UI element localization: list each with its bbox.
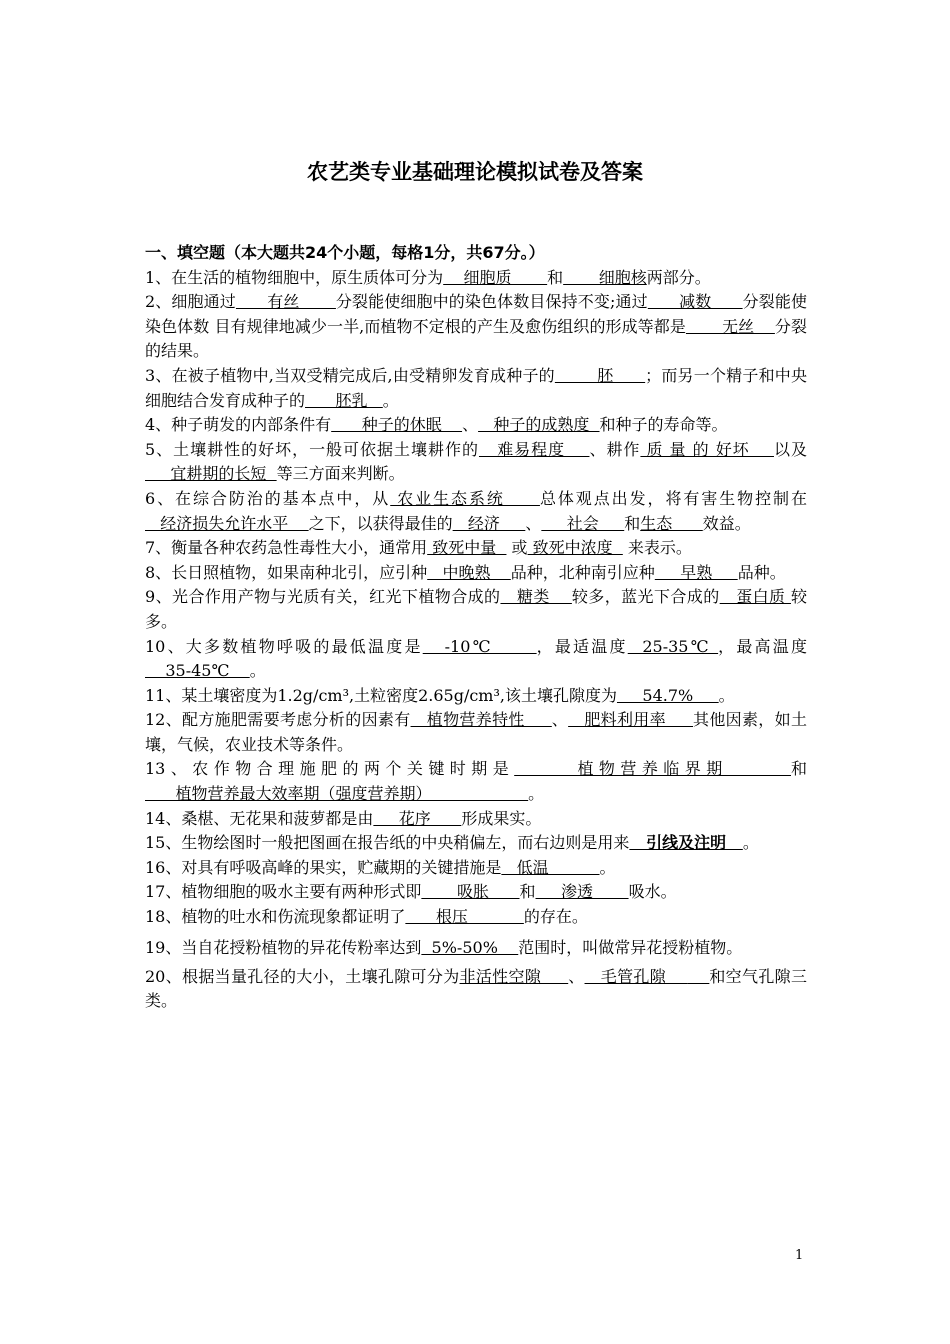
- question-text: 来表示。: [622, 538, 692, 558]
- question-text: 其他因素，如土壤，气候，农业技术等条件。: [145, 710, 807, 754]
- question-item: [145, 635, 807, 684]
- question-text: 两部分。: [646, 267, 711, 287]
- question-text: 。: [742, 833, 759, 853]
- question-item: [145, 831, 807, 856]
- question-item: [145, 930, 807, 965]
- answer-blank: 植物营养临界期: [514, 759, 791, 779]
- answer-blank: 糖类: [500, 587, 572, 607]
- question-list: [145, 266, 807, 1014]
- question-text: 9、光合作用产物与光质有关，红光下植物合成的: [145, 587, 501, 607]
- question-text: 11、某土壤密度为1.2g/cm³,土粒密度2.65g/cm³,该土壤孔隙度为: [145, 685, 617, 705]
- answer-blank: 农业生态系统: [390, 488, 540, 508]
- question-text: 5、土壤耕性的好坏，一般可依据土壤耕作的: [145, 439, 479, 459]
- answer-blank: 根压: [405, 907, 524, 927]
- answer-blank: 种子的成熟度: [478, 415, 600, 435]
- question-text: 12、配方施肥需要考虑分析的因素有: [145, 710, 411, 730]
- question-item: [145, 290, 807, 364]
- question-text: 吸水。: [628, 882, 677, 902]
- question-text: 15、生物绘图时一般把图画在报告纸的中央稍偏左，而右边则是用来: [145, 833, 630, 853]
- answer-blank: 胚: [554, 365, 646, 385]
- question-item: [145, 856, 807, 881]
- question-item: [145, 438, 807, 487]
- page-number: 1: [795, 1248, 804, 1263]
- answer-blank: -10℃: [422, 636, 537, 656]
- question-text: 13、农作物合理施肥的两个关键时期是: [145, 759, 515, 779]
- question-text: 品种。: [737, 562, 786, 582]
- question-item: [145, 880, 807, 905]
- answer-blank: 非活性空隙: [459, 966, 569, 986]
- answer-blank: 25-35℃: [627, 636, 719, 656]
- answer-blank: 细胞核: [563, 267, 647, 287]
- question-text: 和: [547, 267, 564, 287]
- question-text: 分裂的结果。: [145, 316, 807, 361]
- question-text: 分裂能使细胞中的染色体数目保持不变;通过: [335, 292, 648, 312]
- question-item: [145, 708, 807, 757]
- question-text: 1、在生活的植物细胞中，原生质体可分为: [145, 267, 444, 287]
- answer-blank: 难易程度: [478, 439, 590, 459]
- question-text: 。: [528, 784, 545, 804]
- answer-blank: 肥料利用率: [568, 710, 694, 730]
- answer-blank: 种子的休眠: [331, 415, 463, 435]
- question-item: [145, 487, 807, 536]
- answer-blank: 细胞质: [443, 267, 548, 287]
- question-text: 分裂能使染色体数 目有规律地减少一半,而植物不定根的产生及愈伤组织的形成等都是: [145, 292, 807, 336]
- question-text: ，最适温度: [536, 636, 628, 656]
- answer-blank: 社会: [541, 513, 625, 533]
- question-text: ；而另一个精子和中央细胞结合发育成种子的: [145, 365, 807, 410]
- answer-blank: 花序: [373, 808, 462, 828]
- question-text: 4、种子萌发的内部条件有: [145, 415, 332, 435]
- question-text: 6、在综合防治的基本点中，从: [145, 488, 391, 508]
- answer-blank: 早熟: [654, 562, 738, 582]
- question-text: 8、长日照植物，如果南种北引，应引种: [145, 562, 428, 582]
- question-text: 总体观点出发，将有害生物控制在: [539, 488, 807, 508]
- question-text: 和: [519, 882, 536, 902]
- answer-blank: 毛管孔隙: [584, 966, 688, 986]
- question-text: 3、在被子植物中,当双受精完成后,由受精卵发育成种子的: [145, 365, 555, 385]
- question-text: ，最高温度: [718, 636, 807, 656]
- question-text: 和空气孔隙三类。: [145, 966, 807, 1011]
- answer-blank: 低温: [501, 857, 600, 877]
- question-text: 的存在。: [523, 907, 588, 927]
- answer-blank: 胚乳: [305, 390, 383, 410]
- question-text: 19、当自花授粉植物的异花传粉率达到: [145, 937, 422, 957]
- question-text: 较多，蓝光下合成的: [571, 587, 720, 607]
- question-item: [145, 536, 807, 561]
- answer-blank: 引线及注明: [629, 833, 743, 853]
- question-item: [145, 757, 807, 806]
- question-text: 等三方面来判断。: [276, 464, 405, 484]
- question-item: [145, 364, 807, 413]
- answer-blank: 35-45℃: [145, 661, 250, 681]
- question-text: 20、根据当量孔径的大小，土壤孔隙可分为: [145, 966, 460, 986]
- answer-blank: 减数: [647, 292, 743, 312]
- question-item: [145, 266, 807, 291]
- answer-blank: 吸胀: [421, 882, 520, 902]
- section-heading: 一、填空题（本大题共24个小题，每格1分，共67分。）: [145, 243, 545, 262]
- answer-blank: 致死中量: [427, 538, 507, 558]
- answer-blank: 中晚熟: [427, 562, 511, 582]
- question-text: 17、植物细胞的吸水主要有两种形式即: [145, 882, 422, 902]
- answer-blank: 植物营养特性: [410, 710, 552, 730]
- question-text: 18、植物的吐水和伤流现象都证明了: [145, 907, 406, 927]
- question-text: 16、对具有呼吸高峰的果实，贮藏期的关键措施是: [145, 857, 502, 877]
- question-text: 和: [624, 513, 641, 533]
- answer-blank: 54.7%: [616, 685, 719, 705]
- answer-blank: 渗透: [535, 882, 629, 902]
- question-text: 和种子的寿命等。: [599, 415, 728, 435]
- question-text: 、: [568, 966, 585, 986]
- answer-blank: 无丝: [685, 316, 775, 336]
- question-item: [145, 905, 807, 930]
- question-text: 、: [551, 710, 569, 730]
- question-item: [145, 684, 807, 709]
- question-text: 效益。: [702, 513, 751, 533]
- question-text: 。: [599, 857, 616, 877]
- question-text: 品种，北种南引应种: [510, 562, 655, 582]
- answer-blank: 宜耕期的长短: [145, 464, 277, 484]
- question-text: 10、大多数植物呼吸的最低温度是: [145, 636, 423, 656]
- question-text: 。: [382, 390, 399, 410]
- question-text: 2、细胞通过: [145, 292, 236, 312]
- question-text: 、: [462, 415, 479, 435]
- answer-blank: 蛋白质: [719, 587, 791, 607]
- question-text: 。: [718, 685, 735, 705]
- question-text: 、耕作: [589, 439, 641, 459]
- question-text: 和: [790, 759, 807, 779]
- question-text: 范围时，叫做常异花授粉植物。: [518, 937, 743, 957]
- question-item: [145, 561, 807, 586]
- answer-blank: 经济: [452, 513, 526, 533]
- question-text: 以及: [773, 439, 807, 459]
- answer-blank: 经济损失允许水平: [145, 513, 309, 533]
- question-text: 。: [249, 661, 266, 681]
- answer-blank: [688, 967, 710, 986]
- question-text: 14、桑椹、无花果和菠萝都是由: [145, 808, 374, 828]
- question-item: [145, 807, 807, 832]
- question-text: 或: [506, 538, 528, 558]
- answer-blank: 有丝: [235, 292, 336, 312]
- answer-blank: 植物营养最大效率期（强度营养期）: [145, 784, 529, 804]
- question-item: [145, 585, 807, 634]
- answer-blank: 质 量 的 好坏: [640, 439, 774, 459]
- document-body: [145, 241, 807, 1014]
- answer-blank: 生态: [640, 513, 703, 533]
- question-text: 之下，以获得最佳的: [308, 513, 453, 533]
- question-text: 形成果实。: [461, 808, 542, 828]
- question-item: [145, 413, 807, 438]
- question-text: 较多。: [145, 587, 807, 631]
- answer-blank: 致死中浓度: [527, 538, 623, 558]
- document-title: 农艺类专业基础理论模拟试卷及答案: [307, 160, 643, 184]
- question-item: [145, 965, 807, 1014]
- question-text: 7、衡量各种农药急性毒性大小，通常用: [145, 538, 428, 558]
- question-text: 、: [525, 513, 542, 533]
- answer-blank: 5%-50%: [421, 937, 519, 957]
